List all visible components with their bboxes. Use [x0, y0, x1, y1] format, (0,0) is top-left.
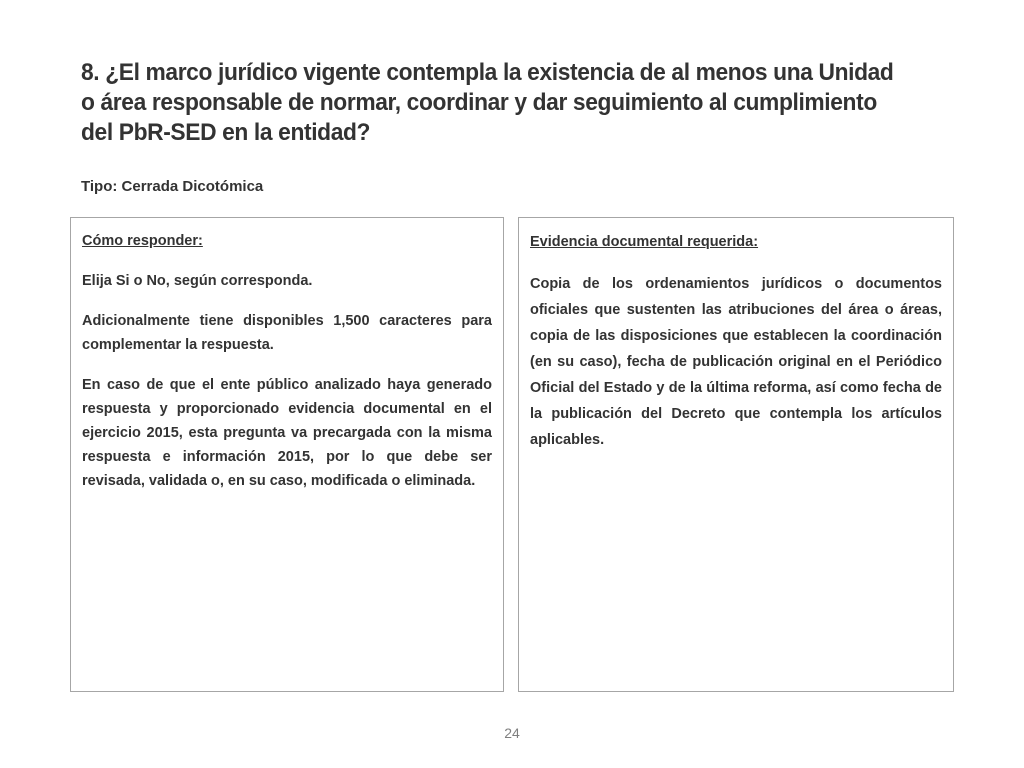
question-type: Tipo: Cerrada Dicotómica: [81, 178, 264, 195]
how-to-answer-heading: Cómo responder:: [82, 233, 203, 249]
page-number: 24: [504, 725, 520, 741]
how-to-answer-panel: [70, 217, 504, 692]
evidence-paragraph: Copia de los ordenamientos jurídicos o documentos oficiales que sustenten las atribuciones del área o áreas, copia de las disposiciones que establecen la coordinación (en su caso), fecha de publicación original en el Periódico Oficial del Estado y de la última reforma, así como fecha de la publicación del Decreto que contempla los artículos aplicables.: [530, 276, 942, 448]
how-to-answer-paragraph: En caso de que el ente público analizado haya generado respuesta y proporcionado evidencia documental en el ejercicio 2015, esta pregunta va precargada con la misma respuesta e información 2015, por lo que debe ser revisada, validada o, en su caso, modificada o eliminada.: [82, 377, 492, 489]
how-to-answer-paragraph: Elija Si o No, según corresponda.: [82, 273, 313, 289]
evidence-panel: [518, 217, 954, 692]
question-title: 8. ¿El marco jurídico vigente contempla la existencia de al menos una Unidad o área responsable de normar, coordinar y dar seguimiento al cumplimiento del PbR-SED en la entidad?: [81, 59, 894, 146]
evidence-heading: Evidencia documental requerida:: [530, 234, 759, 250]
how-to-answer-paragraph: Adicionalmente tiene disponibles 1,500 caracteres para complementar la respuesta.: [82, 313, 492, 353]
